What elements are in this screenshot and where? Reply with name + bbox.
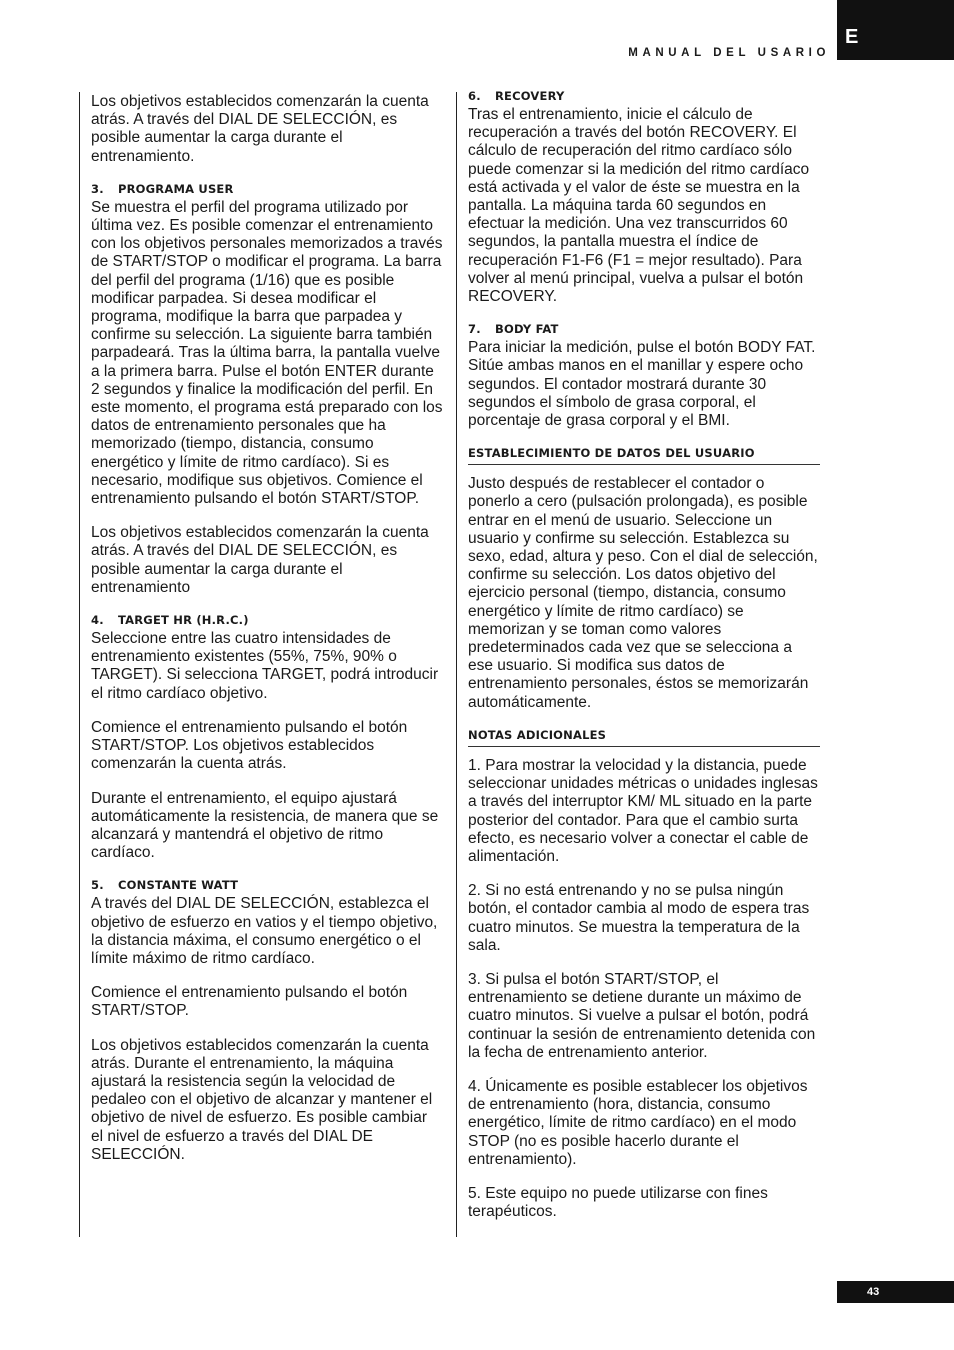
section-number: 5. (91, 878, 104, 893)
paragraph: Seleccione entre las cuatro intensidades de entrenamiento existentes (55%, 75%, 90% o TARGET). Si selecciona TARGET, podrá introducir el ritmo cardíaco objetivo. (91, 630, 439, 702)
paragraph: Los objetivos establecidos comenzarán la cuenta atrás. Durante el entrenamiento, la máquina ajustará la resistencia según la velocidad de pedaleo con el objetivo de alcanzar y mantener el objetivo de nivel de esfuerzo. Es posible cambiar el nivel de esfuerzo a través del DIAL DE SELECCIÓN. (91, 1036, 433, 1163)
manual-title: MANUAL DEL USARIO (628, 47, 830, 59)
section-number: 3. (91, 181, 104, 196)
page-number: 43 (867, 1286, 880, 1298)
left-column (91, 93, 443, 1180)
paragraph: Comience el entrenamiento pulsando el botón START/STOP. (91, 984, 408, 1020)
section-heading-programa-user (91, 182, 443, 196)
paragraph: Durante el entrenamiento, el equipo ajustará automáticamente la resistencia, de manera que se alcanzará y mantendrá el objetivo de ritmo cardíaco. (91, 789, 439, 862)
note-item: 3. Si pulsa el botón START/STOP, el entrenamiento se detiene durante un máximo de cuatro minutos. Si vuelve a pulsar el botón, podrá continuar la sesión de entrenamiento detenida con la fecha de entrenamiento anterior. (468, 970, 816, 1061)
language-letter: E (845, 26, 859, 48)
note-item: 4. Únicamente es posible establecer los objetivos de entrenamiento (hora, distancia, consumo energético, límite de ritmo cardíaco) en el modo STOP (no es posible hacerlo durante el entrenamiento). (468, 1077, 808, 1168)
section-title: BODY FAT (495, 322, 559, 337)
paragraph: Los objetivos establecidos comenzarán la cuenta atrás. A través del DIAL DE SELECCIÓN, es posible aumentar la carga durante el entrenamiento (91, 524, 429, 596)
section-title: TARGET HR (H.R.C.) (118, 613, 249, 628)
paragraph: Justo después de restablecer el contador o ponerlo a cero (pulsación prolongada), es posible entrar en el menú de usuario. Seleccione un usuario y confirme su selección. Establezca su sexo, edad, altura y peso. Con el dial de selección, confirme su selección. Los datos objetivo del ejercicio personal (tiempo, distancia, consumo energético y límite de ritmo cardíaco) se memorizan y se toman como valores predeterminados cada vez que se selecciona a ese usuario. Si modifica sus datos de entrenamiento personales, éstos se memorizarán automáticamente. (468, 475, 818, 711)
section-number: 6. (468, 89, 481, 103)
section-heading-user-data: ESTABLECIMIENTO DE DATOS DEL USUARIO (468, 446, 820, 465)
section-title: RECOVERY (495, 89, 565, 103)
note-item: 1. Para mostrar la velocidad y la distancia, puede seleccionar unidades métricas o unidades inglesas a través del interruptor KM/ ML situado en la parte posterior del contador. Para que el cambio surta efecto, es necesario volver a conectar el cable de alimentación. (468, 756, 818, 865)
page-number-box (837, 1281, 954, 1303)
paragraph: Comience el entrenamiento pulsando el botón START/STOP. Los objetivos establecidos comenzarán la cuenta atrás. (91, 718, 408, 773)
note-item: 5. Este equipo no puede utilizarse con fines terapéuticos. (468, 1184, 768, 1221)
paragraph: A través del DIAL DE SELECCIÓN, establezca el objetivo de esfuerzo en vatios y el tiempo objetivo, la distancia máxima, el consumo energético o el límite máximo de ritmo cardíaco. (91, 895, 438, 967)
center-column-rule (456, 92, 457, 1237)
paragraph: Para iniciar la medición, pulse el botón BODY FAT. Sitúe ambas manos en el manillar y espere ocho segundos. El contador mostrará durante 30 segundos el símbolo de grasa corporal, el porcentaje de grasa corporal y el BMI. (468, 339, 816, 430)
right-column (468, 89, 820, 1237)
section-heading-recovery (468, 89, 820, 103)
section-heading-target-hr (91, 613, 443, 627)
section-heading-notas-adicionales: NOTAS ADICIONALES (468, 728, 820, 747)
section-heading-body-fat (468, 322, 820, 336)
paragraph: Se muestra el perfil del programa utilizado por última vez. Es posible comenzar el entrenamiento con los objetivos personales memorizados a través de START/STOP o modificar el programa. La barra del perfil del programa (1/16) que es posible modificar parpadea. Si desea modificar el programa, modifique la barra que parpadea y confirme su selección. La siguiente barra también parpadeará. Tras la última barra, la pantalla vuelve a la primera barra. Pulse el botón ENTER durante 2 segundos y finalice la modificación del perfil. En este momento, el programa está preparado con los datos de entrenamiento personales que ha memorizado (tiempo, distancia, consumo energético y límite de ritmo cardíaco). Si es necesario, modifique sus objetivos. Comience el entrenamiento pulsando el botón START/STOP. (91, 198, 443, 508)
section-title: PROGRAMA USER (118, 181, 234, 196)
section-title: CONSTANTE WATT (118, 878, 239, 893)
paragraph: Los objetivos establecidos comenzarán la cuenta atrás. A través del DIAL DE SELECCIÓN, es posible aumentar la carga durante el entrenamiento. (91, 93, 429, 165)
left-margin-rule (79, 92, 80, 1237)
paragraph: Tras el entrenamiento, inicie el cálculo de recuperación a través del botón RECOVERY. El cálculo de recuperación del ritmo cardíaco sólo puede comenzar si la medición del ritmo cardíaco está activada y el valor de éste se muestra en la pantalla. La máquina tarda 60 segundos en efectuar la medición. Una vez transcurridos 60 segundos, la pantalla muestra el índice de recuperación F1-F6 (F1 = mejor resultado). Para volver al menú principal, vuelva a pulsar el botón RECOVERY. (468, 106, 810, 306)
language-tab (837, 0, 954, 60)
note-item: 2. Si no está entrenando y no se pulsa ningún botón, el contador cambia al modo de espera tras cuatro minutos. Se muestra la temperatura de la sala. (468, 882, 810, 954)
section-number: 4. (91, 613, 104, 628)
section-number: 7. (468, 322, 481, 337)
section-heading-constante-watt (91, 878, 443, 892)
